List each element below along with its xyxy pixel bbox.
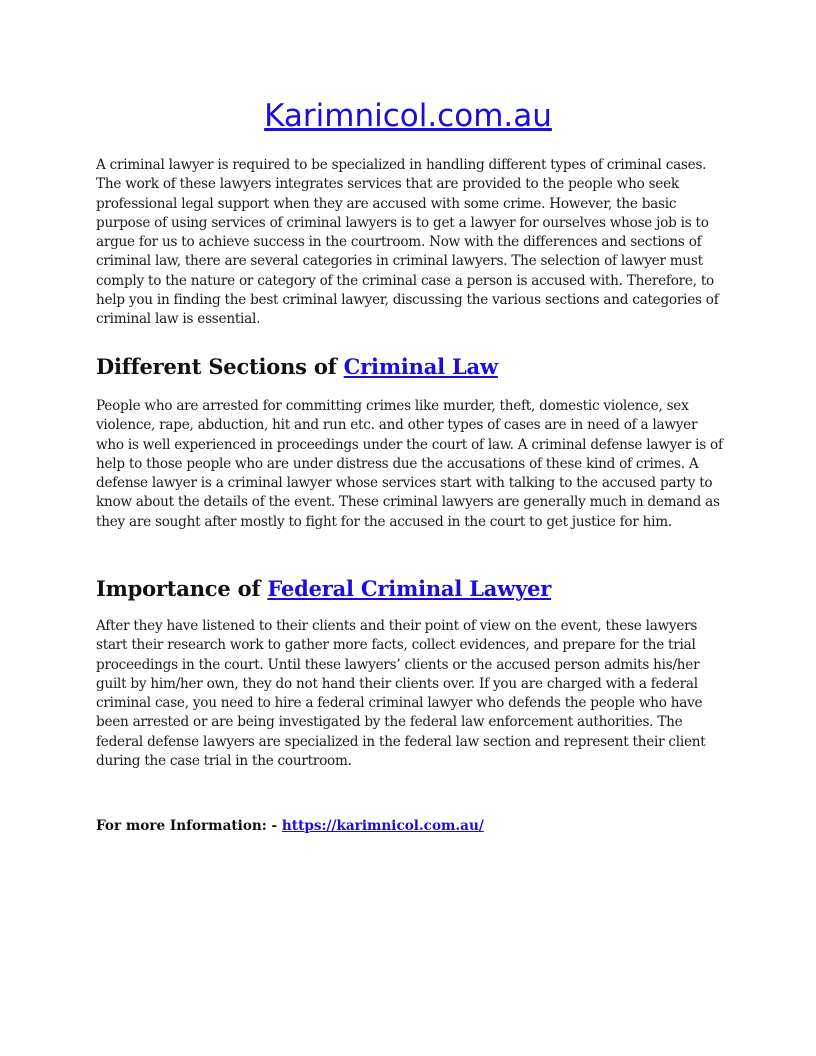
criminal-law-link[interactable]: Criminal Law xyxy=(343,354,498,379)
more-information-line xyxy=(96,817,724,836)
section-heading-prefix: Importance of xyxy=(96,576,268,601)
section-heading-prefix: Different Sections of xyxy=(96,354,344,379)
page-title xyxy=(0,96,816,136)
federal-lawyer-paragraph: After they have listened to their clients and their point of view on the event, these lawyers start their research work to gather more facts, collect evidences, and prepare for the trial proceedings in the court. Until these lawyers’ clients or the accused person admits his/her guilt by him/her own, they do not hand their clients over. If you are charged with a federal criminal case, you need to hire a federal criminal lawyer who defends the people who have been arrested or are being investigated by the federal law enforcement authorities. The federal defense lawyers are specialized in the federal law section and represent their client during the case trial in the courtroom. xyxy=(96,618,706,770)
federal-criminal-lawyer-link[interactable]: Federal Criminal Lawyer xyxy=(267,576,552,601)
section-heading-federal-lawyer xyxy=(96,575,724,603)
more-information-label: For more Information: - xyxy=(96,818,282,834)
criminal-law-paragraph: People who are arrested for committing crimes like murder, theft, domestic violence, sex violence, rape, abduction, hit and run etc. and other types of cases are in need of a lawyer who is well experienced in proceedings under the court of law. A criminal defense lawyer is of help to those people who are under distress due the accusations of these kind of crimes. A defense lawyer is a criminal lawyer whose services start with talking to the accused party to know about the details of the event. These criminal lawyers are generally much in demand as they are sought after mostly to fight for the accused in the court to get justice for him. xyxy=(96,398,723,530)
intro-paragraph: A criminal lawyer is required to be specialized in handling different types of criminal cases. The work of these lawyers integrates services that are provided to the people who seek professional legal support when they are accused with some crime. However, the basic purpose of using services of criminal lawyers is to get a lawyer for ourselves whose job is to argue for us to achieve success in the courtroom. Now with the differences and sections of criminal law, there are several categories in criminal lawyers. The selection of lawyer must comply to the nature or category of the criminal case a person is accused with. Therefore, to help you in finding the best criminal lawyer, discussing the various sections and categories of criminal law is essential. xyxy=(96,157,719,328)
website-link[interactable]: https://karimnicol.com.au/ xyxy=(281,818,484,834)
title-link[interactable]: Karimnicol.com.au xyxy=(264,98,552,134)
section-heading-criminal-law xyxy=(96,353,724,381)
